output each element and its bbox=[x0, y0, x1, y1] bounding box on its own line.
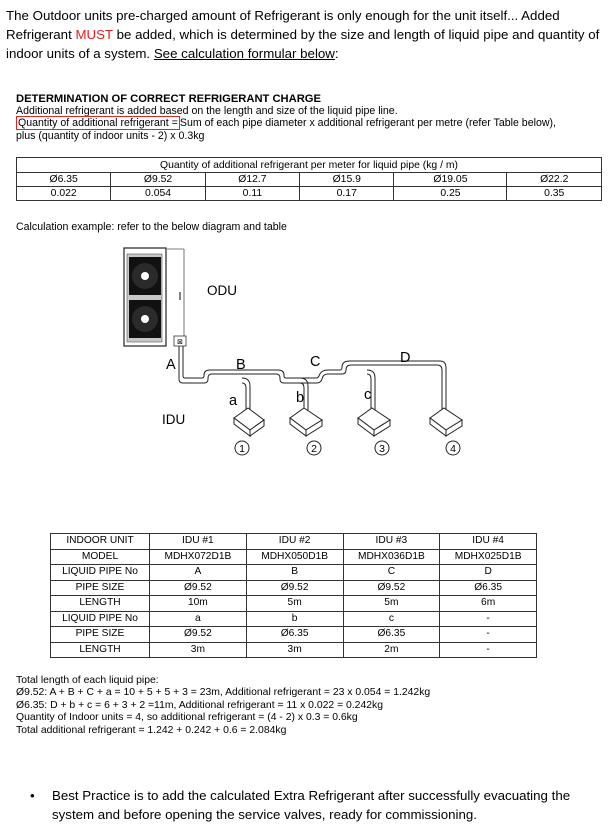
explanation-line-3: plus (quantity of indoor units - 2) x 0.3kg bbox=[16, 130, 205, 142]
table2-cell: MDHX072D1B bbox=[150, 549, 247, 565]
pipe-label: D bbox=[400, 350, 411, 366]
indoor-unit-3-icon bbox=[358, 408, 390, 436]
table2-row bbox=[51, 627, 537, 643]
table2-cell: Ø9.52 bbox=[343, 580, 440, 596]
table2-cell: Ø6.35 bbox=[343, 627, 440, 643]
table1-title: Quantity of additional refrigerant per meter for liquid pipe (kg / m) bbox=[17, 158, 602, 173]
table1-diameter: Ø19.05 bbox=[394, 173, 507, 187]
table2-row bbox=[51, 534, 537, 550]
table2-cell: b bbox=[246, 611, 343, 627]
table2-cell: Ø9.52 bbox=[150, 580, 247, 596]
table2-row bbox=[51, 549, 537, 565]
best-practice-text: Best Practice is to add the calculated Extra Refrigerant after successfully evacuating the system and before opening the service valves, ready for commissioning. bbox=[52, 788, 571, 822]
table2-row bbox=[51, 642, 537, 658]
table2-cell: 5m bbox=[343, 596, 440, 612]
pipe-label: A bbox=[166, 357, 176, 373]
table1-diameter: Ø15.9 bbox=[300, 173, 394, 187]
table2-row bbox=[51, 596, 537, 612]
totals-line: Total additional refrigerant = 1.242 + 0.242 + 0.6 = 2.084kg bbox=[16, 724, 287, 736]
table2-row-header: PIPE SIZE bbox=[51, 627, 150, 643]
pipe-label: C bbox=[310, 354, 321, 370]
totals-line: Quantity of Indoor units = 4, so additional refrigerant = (4 - 2) x 0.3 = 0.6kg bbox=[16, 712, 358, 724]
table1-diameter-row bbox=[17, 173, 602, 187]
table2-cell: MDHX036D1B bbox=[343, 549, 440, 565]
table2-cell: 6m bbox=[440, 596, 537, 612]
svg-text:⊠: ⊠ bbox=[177, 338, 183, 346]
calculation-example-caption: Calculation example: refer to the below diagram and table bbox=[16, 221, 287, 233]
table2-cell: Ø9.52 bbox=[150, 627, 247, 643]
indoor-unit-1-icon bbox=[234, 408, 264, 436]
pipe-label: B bbox=[236, 357, 246, 373]
table1-diameter: Ø9.52 bbox=[111, 173, 205, 187]
table2-cell: 5m bbox=[246, 596, 343, 612]
formula-rest: Sum of each pipe diameter x additional refrigerant per metre (refer Table below), bbox=[179, 117, 556, 129]
refrigerant-per-meter-table bbox=[16, 157, 602, 201]
section-heading: DETERMINATION OF CORRECT REFRIGERANT CHARGE bbox=[16, 93, 321, 105]
indoor-unit-2-icon bbox=[290, 408, 322, 436]
table2-cell: a bbox=[150, 611, 247, 627]
unit-number: 4 bbox=[450, 443, 456, 455]
outdoor-unit-icon bbox=[124, 248, 186, 346]
table2-cell: 2m bbox=[343, 642, 440, 658]
table2-cell: 3m bbox=[246, 642, 343, 658]
unit-number: 1 bbox=[239, 443, 245, 455]
totals-line: Ø6.35: D + b + c = 6 + 3 + 2 =11m, Additional refrigerant = 11 x 0.022 = 0.242kg bbox=[16, 699, 383, 711]
table2-cell: MDHX025D1B bbox=[440, 549, 537, 565]
table1-value-row bbox=[17, 187, 602, 201]
best-practice-bullet bbox=[30, 786, 600, 824]
table1-diameter: Ø6.35 bbox=[17, 173, 111, 187]
table2-cell: IDU #2 bbox=[246, 534, 343, 550]
table2-cell: B bbox=[246, 565, 343, 581]
table1-value: 0.25 bbox=[394, 187, 507, 201]
indoor-unit-table bbox=[50, 533, 537, 658]
unit-number: 2 bbox=[311, 443, 317, 455]
totals-line: Total length of each liquid pipe: bbox=[16, 675, 159, 686]
table1-value: 0.35 bbox=[507, 187, 602, 201]
unit-number: 3 bbox=[379, 443, 385, 455]
table2-cell: MDHX050D1B bbox=[246, 549, 343, 565]
intro-text-1: The Outdoor units pre-charged amount of Refrigerant is only enough for the unit itself... Added Refrigerant bbox=[6, 8, 560, 42]
table2-cell: - bbox=[440, 642, 537, 658]
formula-highlight: Quantity of additional refrigerant = bbox=[18, 117, 178, 129]
table1-value: 0.17 bbox=[300, 187, 394, 201]
table2-row-header: LENGTH bbox=[51, 642, 150, 658]
table2-cell: Ø9.52 bbox=[246, 580, 343, 596]
table2-cell: 3m bbox=[150, 642, 247, 658]
table2-row bbox=[51, 611, 537, 627]
table2-row-header: MODEL bbox=[51, 549, 150, 565]
table2-cell: A bbox=[150, 565, 247, 581]
totals-line: Ø9.52: A + B + C + a = 10 + 5 + 5 + 3 = 23m, Additional refrigerant = 23 x 0.054 = 1.242kg bbox=[16, 687, 431, 699]
table2-row-header: PIPE SIZE bbox=[51, 580, 150, 596]
bullet-dot-icon: • bbox=[30, 788, 35, 803]
table2-row-header: INDOOR UNIT bbox=[51, 534, 150, 550]
table2-row-header: LENGTH bbox=[51, 596, 150, 612]
table2-row-header: LIQUID PIPE No bbox=[51, 611, 150, 627]
table2-cell: Ø6.35 bbox=[440, 580, 537, 596]
intro-text-2: be added, which is determined by the size and length of liquid pipe and quantity of indoor units of a system. bbox=[6, 27, 600, 61]
calculation-link[interactable]: See calculation formular below bbox=[153, 46, 335, 61]
pipe-label: c bbox=[364, 387, 372, 403]
table2-cell: C bbox=[343, 565, 440, 581]
table2-cell: c bbox=[343, 611, 440, 627]
table2-cell: Ø6.35 bbox=[246, 627, 343, 643]
pipe-label: a bbox=[229, 393, 238, 409]
table1-value: 0.054 bbox=[111, 187, 205, 201]
table1-diameter: Ø12.7 bbox=[205, 173, 299, 187]
table2-cell: IDU #3 bbox=[343, 534, 440, 550]
table2-row bbox=[51, 565, 537, 581]
explanation-line-1: Additional refrigerant is added based on the length and size of the liquid pipe line. bbox=[16, 105, 398, 117]
table2-cell: 10m bbox=[150, 596, 247, 612]
table1-diameter: Ø22.2 bbox=[507, 173, 602, 187]
table2-row-header: LIQUID PIPE No bbox=[51, 565, 150, 581]
table1-value: 0.11 bbox=[205, 187, 299, 201]
totals-block bbox=[16, 675, 430, 737]
table2-cell: IDU #1 bbox=[150, 534, 247, 550]
table2-cell: - bbox=[440, 627, 537, 643]
table2-cell: IDU #4 bbox=[440, 534, 537, 550]
table2-cell: - bbox=[440, 611, 537, 627]
intro-must: MUST bbox=[75, 27, 113, 42]
intro-colon: : bbox=[334, 46, 339, 61]
explanation-line-2 bbox=[16, 117, 556, 130]
pipe-label: b bbox=[296, 390, 305, 406]
table2-cell: D bbox=[440, 565, 537, 581]
indoor-unit-4-icon bbox=[430, 408, 462, 436]
intro-paragraph bbox=[6, 6, 602, 63]
table1-value: 0.022 bbox=[17, 187, 111, 201]
table2-row bbox=[51, 580, 537, 596]
odu-label: ODU bbox=[207, 283, 237, 298]
piping-diagram bbox=[0, 240, 610, 465]
idu-label: IDU bbox=[162, 412, 186, 427]
